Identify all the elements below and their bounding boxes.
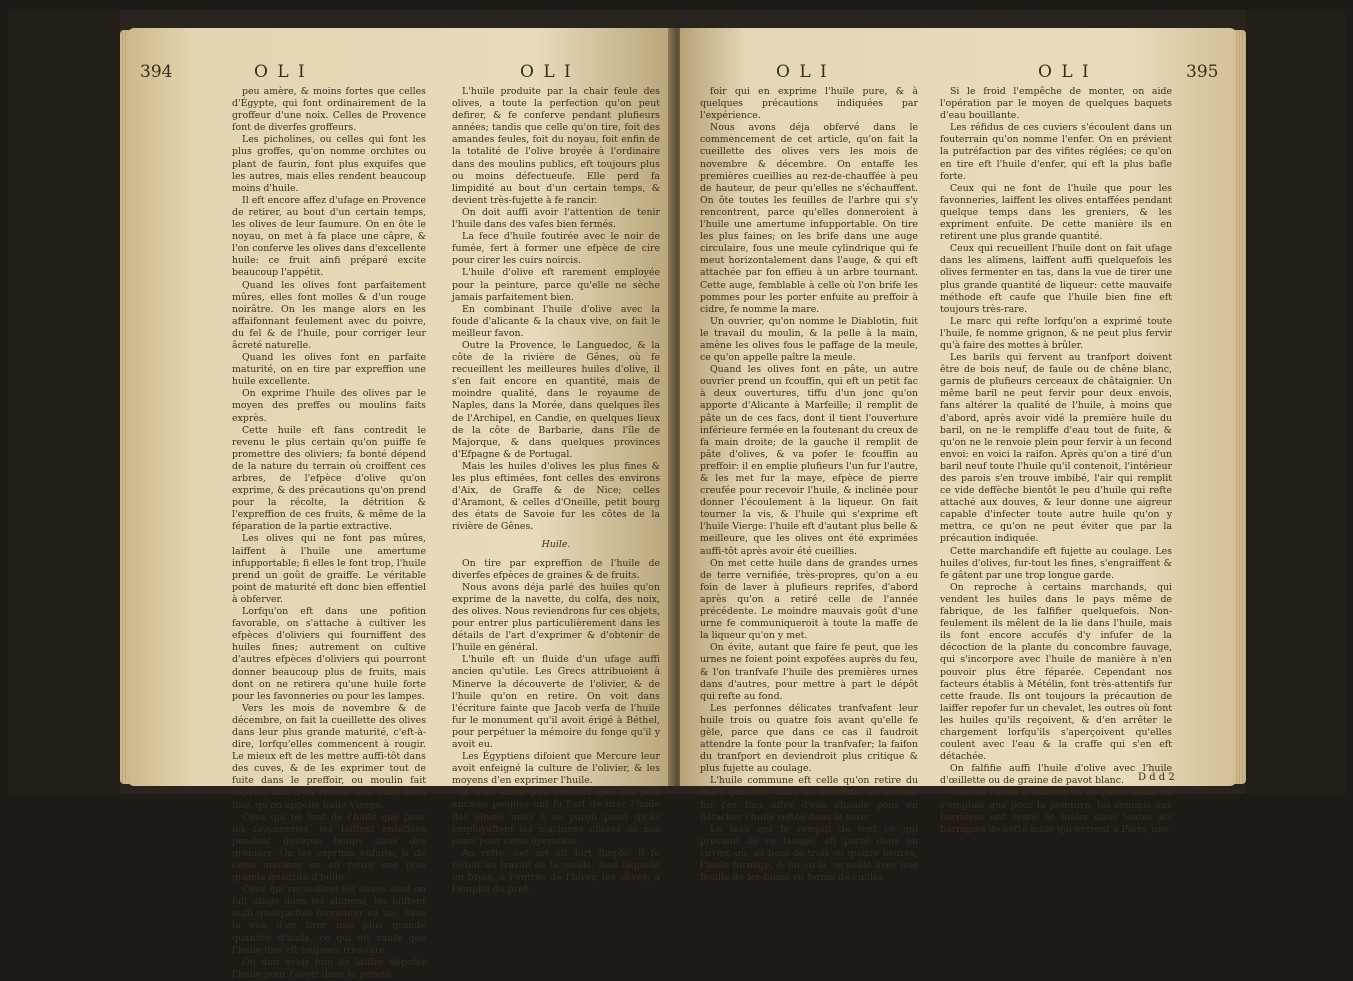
paragraph: Cette huile eft fans contredit le revenu le plus certain qu'on puiffe fe promettre des oliviers; fa bonté dépend de la nature du terrain où croiffent ces arbres, de l'efpèce d'olive qu'on exprime, & des précautions qu'on prend pour la récolte, la détrition & l'expreffion de ces fruits, & même de la féparation de la partie extractive.	[232, 424, 426, 533]
paragraph: Les réfidus de ces cuviers s'écoulent dans un fouterrain qu'on nomme l'enfer. On en prévient la putréfaction par des vifites réglées; ce qu'on en tire eft l'huile d'enfer, qui eft la plus bafle forte.	[940, 122, 1172, 182]
paragraph: Ceux qui recueillent les olives dont on fait ufage dans les alimens, les laiffent auffi quelquefois fermenter en tas, dans la vue d'en tirer une plus grande quantité d'huile, ce qui eft caufe que l'huile fine eft toujours très-rare.	[232, 884, 426, 956]
running-head-left-col2: O L I	[520, 62, 573, 82]
paragraph: Les picholines, ou celles qui font les plus groffes, qu'on nomme orchites ou plant de faurin, font plus exquifes que les autres, mais elles rendent beaucoup moins d'huile.	[232, 134, 426, 194]
paragraph: On tire par expreffion de l'huile de diverfes efpèces de graines & de fruits.	[452, 557, 660, 581]
paragraph: On doit avoir foin de laiffer dépofer l'huile pour l'avoir dans fa pureté.	[232, 956, 426, 980]
paragraph: Les olives qui ne font pas mûres, laiffent à l'huile une amertume infupportable; fi elles le font trop, l'huile prend un goût de graiffe. Le véritable point de maturité eft donc bien effentiel à obferver.	[232, 533, 426, 605]
page-number-left: 394	[140, 62, 173, 82]
paragraph: On exprime l'huile des olives par le moyen des preffes ou moulins faits exprès.	[232, 388, 426, 424]
paragraph: Au refte, cet art eft fort fimple. Il fe réduit au travail de la meule, fous laquelle on broie, à l'entrée de l'hiver, les olives; à l'emploi du pref-	[452, 847, 660, 896]
paragraph: L'huile d'olive eft rarement employée pour la peinture, parce qu'elle ne sèche jamais parfaitement bien.	[452, 267, 660, 303]
paragraph: Nous avons déja parlé des huiles qu'on exprime de la navette, du colfa, des noix, des olives. Nous reviendrons fur ces objets, pour entrer plus particulièrement dans les détails de l'art d'exprimer & d'obtenir de l'huile en général.	[452, 581, 660, 654]
paragraph: On évite, autant que faire fe peut, que les urnes ne foient point expofées auprès du feu, & l'on tranfvafe l'huile des premières urnes dans d'autres, pour mettre à part le dépôt qui refte au fond.	[700, 642, 918, 702]
paragraph: Il n'eft donc pas douteux que les plus anciens peuples ont fu l'art de tirer l'huile des olives; mais il ne paroît point qu'ils employaffent les machines ufitées de nos jours pour cette opération.	[452, 787, 660, 847]
running-head-right-col2: O L I	[1038, 62, 1091, 82]
page-number-right: 395	[1186, 62, 1219, 82]
right-page	[680, 28, 1236, 884]
paragraph: Quand les olives font parfaitement mûres, elles font molles & d'un rouge noirâtre. On les mange alors en les affaifonnant feulement avec du poivre, du fel & de l'huile, pour corriger leur âcreté naturelle.	[232, 279, 426, 351]
paragraph: On met cette huile dans de grandes urnes de terre vernifiée, très-propres, qu'on a eu foin de laver à plufieurs reprifes, d'abord après qu'on a retiré celle de l'année précédente. Le moindre mauvais goût d'une urne fe communiqueroit à toute la maffe de la liqueur qu'on y met.	[700, 557, 918, 642]
paragraph: Outre la Provence, le Languedoc, & la côte de la rivière de Gênes, où fe recueillent les meilleures huiles d'olive, il s'en fait encore en quantité, mais de moindre qualité, dans le royaume de Naples, dans la Morée, dans quelques îles de l'Archipel, en Candie, en quelques lieux de la côte de Barbarie, dans l'île de Majorque, & dans quelques provinces d'Efpagne & de Portugal.	[452, 339, 660, 460]
paragraph: Huile.	[541, 539, 571, 551]
paragraph: La fece d'huile foutirée avec le noir de fumée, fert à former une efpèce de cire pour cirer les cuirs noircis.	[452, 231, 660, 267]
right-page-column-2	[940, 86, 1172, 836]
running-head-left-col1: O L I	[254, 62, 307, 82]
paragraph: L'huile produite par la chair feule des olives, a toute la perfection qu'on peut defirer, & fe conferve pendant plufieurs années; tandis que celle qu'on tire, foit des amandes feules, foit du noyau, foit enfin de la totalité de l'olive broyée à l'ordinaire dans des moulins publics, eft toujours plus ou moins défectueufe. Elle perd fa limpidité au bout d'un certain temps, & devient très-fujette à fe rancir.	[452, 86, 660, 206]
running-head-right-col1: O L I	[776, 62, 829, 82]
paragraph: Un ouvrier, qu'on nomme le Diablotin, fuit le travail du moulin, & la pelle à la main, amène les olives fous le paffage de la meule, ce qu'on appelle paître la meule.	[700, 315, 918, 364]
paragraph: Ceux qui ne font de l'huile que pour les favonneries, laiffent les olives entaffées pendant quelque temps dans les greniers, & les expriment enfuite. De cette manière ils en retirent une plus grande quantité.	[940, 182, 1172, 243]
left-page	[128, 28, 673, 980]
left-page-column-2	[452, 86, 660, 896]
paragraph: foir qui en exprime l'huile pure, & à quelques précautions indiquées par l'expérience.	[700, 86, 918, 122]
paragraph: Cette marchandife eft fujette au coulage. Les huiles d'olives, fur-tout les fines, s'engraiffent & fe gâtent par une trop longue garde.	[940, 545, 1172, 581]
paragraph: On reproche à certains marchands, qui vendent les huiles dans le pays même de fabrique, de les falfifier quelquefois. Non-feulement ils mêlent de la lie dans l'huile, mais ils font encore accufés d'y infufer de la décoction de la plante du concombre fauvage, qui s'incorpore avec l'huile de manière à n'en pouvoir plus être féparée. Cependant nos facteurs établis à Métélin, font très-attentifs fur cette fraude. Ils ont toujours la précaution de laiffer repofer fur un chevalet, les outres où font les huiles qu'ils reçoivent, & d'en arrêter le chargement lorfqu'ils s'aperçoivent qu'elles coulent avec l'eau & la craffe qui s'en eft détachée.	[940, 581, 1172, 763]
paragraph: En combinant l'huile d'olive avec la foude d'alicante & la chaux vive, on fait le meilleur favon.	[452, 303, 660, 339]
paragraph: L'huile commune eft celle qu'on retire du marc qui refte dans les fcouffins, en verfant fur ces facs affez d'eau chaude pour en détacher l'huile reftée dans le marc.	[700, 775, 918, 823]
paragraph: Ceux qui recueillent l'huile dont on fait ufage dans les alimens, laiffent auffi quelquefois les olives fermenter en tas, dans la vue de tirer une plus grande quantité de liqueur: cette mauvaife méthode eft caufe que l'huile bien fine eft toujours très-rare.	[940, 243, 1172, 315]
paragraph: Comme l'huile d'œillette ou de pavot blanc ne s'emploie que pour la peinture, les commis aux barrières ont ordre de mêler dans toutes les barriques de cette huile qui entrent à Paris, une	[940, 787, 1172, 835]
left-page-column-1	[232, 86, 426, 981]
paragraph: Quand les olives font en pâte, un autre ouvrier prend un fcouffin, qui eft un petit fac à deux ouvertures, tiffu d'un jonc qu'on apporte d'Alicante à Marfeille; il remplit de pâte un de ces facs, dont il tient l'ouverture inférieure fermée en la foutenant du creux de fa main droite; de la gauche il remplit de pâte d'olives, & va pofer le fcouffin au preffoir: il en emplie plufieurs l'un fur l'autre, & les met fur la maye, efpèce de pierre creufée pour recevoir l'huile, & inclinée pour donner l'écoulement à la liqueur. On fait tourner la vis, & l'huile qui s'exprime eft l'huile Vierge: l'huile eft d'autant plus belle & meilleure, que les olives ont été exprimées auffi-tôt après avoir été cueillies.	[700, 364, 918, 557]
right-page-column-1	[700, 86, 918, 884]
book-cover-right	[1246, 10, 1345, 794]
paragraph: Les Égyptiens difoient que Mercure leur avoit enfeigné la culture de l'olivier, & les moyens d'en exprimer l'huile.	[452, 751, 660, 787]
paragraph: Si le froid l'empêche de monter, on aide l'opération par le moyen de quelques baquets d'eau bouillante.	[940, 86, 1172, 122]
paragraph: Ceux qui ne font de l'huile que pour les favonneries, les laiffent entaffées pendant quelque temps dans des greniers. On les exprime enfuite, & de cette manière on en retire une plus grande quantité d'huile.	[232, 811, 426, 884]
paragraph: Nous avons déja obfervé dans le commencement de cet article, qu'on fait la cueillette des olives vers les mois de novembre & décembre. On entaffe les premières cueillies au rez-de-chauffée à peu de hauteur, de peur qu'elles ne s'échauffent. On ôte toutes les feuilles de l'arbre qui s'y rencontrent, parce qu'elles donneroient à l'huile une amertume infupportable. On tire les plus faines; on les brife dans une auge circulaire, fous une meule cylindrique qui fe meut horizontalement dans l'auge, & qui eft attachée par fon effieu à un arbre tournant. Cette auge, femblable à celle où l'on brife les pommes pour les porter enfuite au preffoir à cidre, fe nomme la mare.	[700, 122, 918, 315]
paragraph: peu amère, & moins fortes que celles d'Égypte, qui font ordinairement de la groffeur d'une noix. Celles de Provence font de diverfes groffeurs.	[232, 86, 426, 134]
book-cover-left	[8, 10, 120, 794]
paragraph: Mais les huiles d'olives les plus fines & les plus eftimées, font celles des environs d'Aix, de Graffe & de Nice; celles d'Aramont, & celles d'Oneille, petit bourg des états de Savoie fur les côtes de la rivière de Gênes.	[452, 460, 660, 533]
paragraph: Lorfqu'on eft dans une pofition favorable, on s'attache à cultiver les efpèces d'oliviers qui fourniffent des huiles fines; autrement on cultive d'autres efpèces d'oliviers qui pourront donner beaucoup plus de fruits, mais dont on ne retirera qu'une huile forte pour les favonneries ou pour les lampes.	[232, 606, 426, 702]
paragraph: On falfifie auffi l'huile d'olive avec l'huile d'œillette ou de graine de pavot blanc.	[940, 763, 1172, 787]
paragraph: Les barils qui fervent au tranfport doivent être de bois neuf, de faule ou de chêne blanc, garnis de plufieurs cerceaux de châtaignier. Un même baril ne peut fervir pour deux envois, fans altérer la qualité de l'huile, à moins que d'abord, après avoir vidé la première huile du baril, on ne le rempliffe d'eau tout de fuite, & qu'on ne le renvoie plein pour fervir à un fecond envoi: en voici la raifon. Après qu'on a tiré d'un baril neuf toute l'huile qu'il contenoit, l'intérieur des parois s'en trouve imbibé, l'air qui remplit ce vide deffèche bientôt le peu d'huile qui refte attaché aux douves, & leur donne une aigreur capable d'infecter toute autre huile qu'on y mettra, ce qu'on ne peut éviter que par la précaution indiquée.	[940, 352, 1172, 545]
paragraph: On doit auffi avoir l'attention de tenir l'huile dans des vafes bien fermés.	[452, 206, 660, 231]
paragraph: L'huile eft un fluide d'un ufage auffi ancien qu'utile. Les Grecs attribuoient à Minerve la découverte de l'olivier, & de l'huile qu'on en retire. On voit dans l'écriture fainte que Jacob verfa de l'huile fur le monument qu'il avoit érigé à Béthel, pour perpétuer la mémoire du fonge qu'il y avoit eu.	[452, 654, 660, 750]
paragraph: Quand les olives font en parfaite maturité, on en tire par expreffion une huile excellente.	[232, 352, 426, 388]
paragraph: Les perfonnes délicates tranfvafent leur huile trois ou quatre fois avant qu'elle fe gèle, parce que dans ce cas il faudroit attendre la fonte pour la tranfvafer; la faifon du tranfport en deviendroit plus critique & plus fujette au coulage.	[700, 702, 918, 775]
book-spread	[8, 10, 1345, 980]
paragraph: Le feau qui fe remplit de tout ce qui provient de ce lavage, eft porté dans un cuvier, où, au bout de trois ou quatre heures, l'huile furnage, & on en la recueille avec une feuille de fer-blanc en forme de cuiller.	[700, 823, 918, 884]
paragraph: Il eft encore affez d'ufage en Provence de retirer, au bout d'un certain temps, les olives de leur faumure. On en ôte le noyau, on met à fa place une câpre, & l'on conferve les olives dans d'excellente huile: ce fruit ainfi préparé excite beaucoup l'appétit.	[232, 194, 426, 279]
signature-mark: D d d 2	[1138, 772, 1175, 783]
paragraph: Vers les mois de novembre & de décembre, on fait la cueillette des olives dans leur plus grande maturité, c'eft-à-dire, lorfqu'elles commencent à rougir. Le mieux eft de les mettre auffi-tôt dans des cuves, & de les exprimer tout de fuite dans le preffoir, ou moulin fait exprès, afin d'en retirer une huile bien fine, qu'on appelle huile Vierge.	[232, 702, 426, 811]
paragraph: Le marc qui refte lorfqu'on a exprimé toute l'huile, fe nomme grignon, & ne peut plus fervir qu'à faire des mottes à brûler.	[940, 315, 1172, 351]
